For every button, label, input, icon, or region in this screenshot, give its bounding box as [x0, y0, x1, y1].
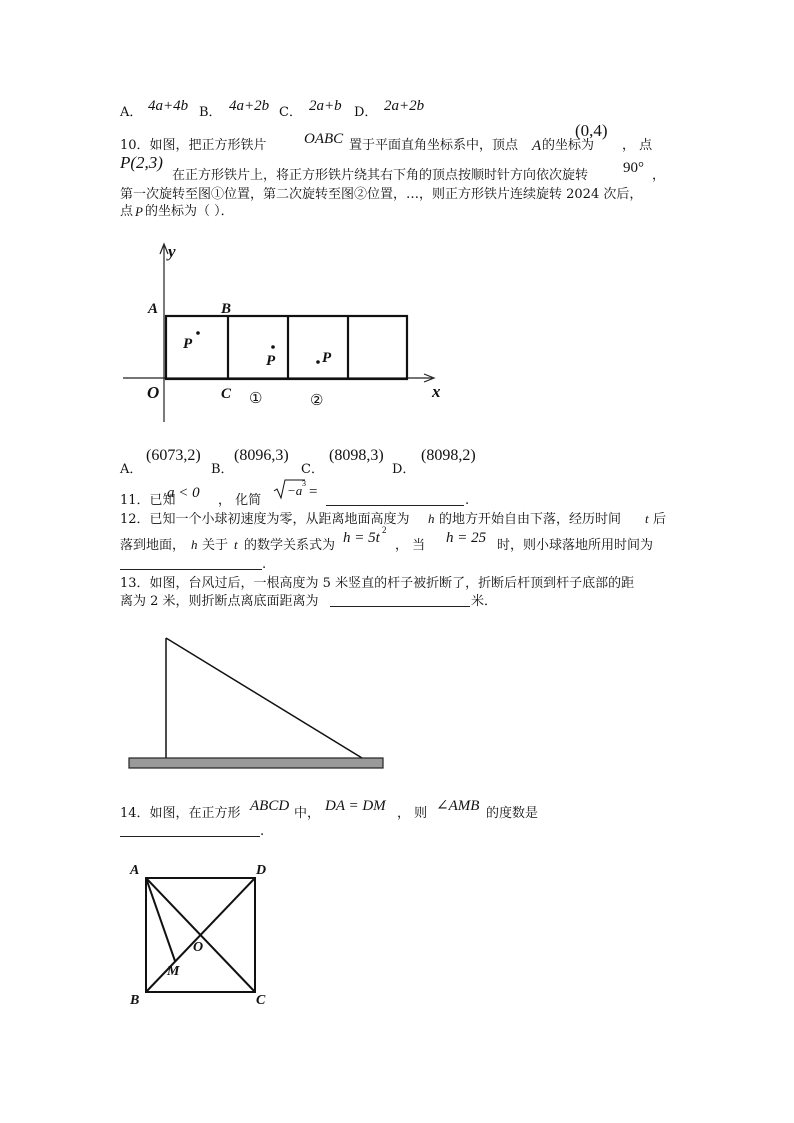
q10-text-4a: 点 [120, 204, 134, 219]
q11-end: . [465, 493, 470, 508]
label-m: M [167, 964, 180, 979]
q10-text-4b: 的坐标为（ ）． [145, 204, 234, 219]
label-o: O [193, 940, 204, 955]
q9-option-a-letter: A． [120, 105, 143, 120]
q14-shape: ABCD [250, 798, 290, 814]
q11-exponent: 3 [302, 479, 306, 488]
q12-text-2a: 落到地面， [120, 538, 186, 553]
label-p-3: P [322, 350, 332, 366]
q10-option-d-value: (8098,2) [421, 447, 476, 464]
label-b: B [130, 993, 140, 1008]
q10-text-2b: ， [652, 168, 666, 183]
q12-text-2e: 时，则小球落地所用时间为 [497, 538, 654, 553]
q12-text-1b: 的地方开始自由下落，经历时间 [439, 512, 622, 527]
q12-end: . [262, 557, 267, 572]
q12-condition: h = 25 [446, 530, 487, 546]
q10-text-1b: 置于平面直角坐标系中，顶点 [349, 138, 519, 153]
label-b: B [221, 301, 232, 317]
label-x: x [432, 382, 441, 401]
label-a: A [148, 301, 159, 317]
q10-option-b-value: (8096,3) [234, 447, 289, 464]
q12-text-2b: 关于 [202, 538, 229, 553]
q10-option-a-letter: A． [120, 462, 143, 477]
q10-option-a-value: (6073,2) [146, 447, 201, 464]
q10-text-1c: 的坐标为 [542, 138, 595, 153]
q13-text-2b: 米． [471, 594, 498, 609]
q10-vertex: A [532, 138, 542, 154]
q14-text-d: 的度数是 [486, 806, 539, 821]
q10-option-c-value: (8098,3) [329, 447, 384, 464]
q10-text-3: 第一次旋转至图①位置，第二次旋转至图②位置，…，则正方形铁片连续旋转 2024 次后， [120, 187, 643, 202]
q13-text-2a: 离为 2 米，则折断点离底面距离为 [120, 594, 319, 609]
label-c: C [221, 386, 232, 402]
q12-formula: h = 5t [343, 530, 380, 546]
q12-t2: t [234, 537, 238, 552]
q10-text-1d: ， 点 [622, 138, 653, 153]
q9-option-c-value: 2a+b [309, 98, 342, 114]
marker-position-2: ② [310, 393, 324, 409]
q14-end: . [260, 824, 265, 839]
label-d: D [256, 863, 267, 878]
square-abcd [146, 878, 255, 992]
q10-option-c-letter: C． [301, 462, 324, 477]
q12-text-2c: 的数学关系式为 [244, 538, 336, 553]
q10-shape: OABC [304, 131, 344, 147]
q11-mid: ， 化简 [218, 493, 262, 508]
q14-condition: DA = DM [325, 798, 386, 814]
q9-option-b-value: 4a+2b [229, 98, 270, 114]
q9-option-d-value: 2a+2b [384, 98, 425, 114]
q13-text-1: 13．如图，台风过后，一根高度为 5 米竖直的杆子被折断了，折断后杆顶到杆子底部的距 [120, 576, 635, 591]
q11-equals: = [309, 484, 318, 500]
q10-a-coord: (0,4) [575, 121, 608, 140]
q10-text-1a: 10．如图，把正方形铁片 [120, 138, 267, 153]
q11-radicand: −a [287, 483, 303, 498]
q12-text-1c: 后 [653, 512, 667, 527]
marker-position-1: ① [249, 391, 263, 407]
q11-prefix: 11．已知 [120, 493, 176, 508]
q14-text-a: 14．如图，在正方形 [120, 806, 241, 821]
label-p-2: P [266, 353, 276, 369]
q12-t: t [645, 511, 649, 526]
q10-angle: 90° [623, 160, 644, 176]
q12-formula-exp: 2 [382, 525, 387, 535]
q11-condition: a < 0 [167, 485, 200, 501]
q9-option-c-letter: C． [279, 105, 302, 120]
label-o: O [147, 383, 160, 402]
q14-labels [129, 863, 266, 1008]
q14-angle: ∠AMB [436, 798, 480, 814]
q10-option-b-letter: B． [211, 462, 234, 477]
q14-text-b: 中， [294, 806, 321, 821]
q9-option-a-value: 4a+4b [148, 98, 189, 114]
q9-option-d-letter: D． [354, 105, 378, 120]
q9-option-b-letter: B． [199, 105, 222, 120]
q10-option-d-letter: D． [392, 462, 416, 477]
label-y: y [168, 242, 176, 261]
label-a: A [130, 863, 140, 878]
q12-text-2d: ， 当 [395, 538, 426, 553]
segment-am [146, 878, 175, 961]
label-c: C [256, 993, 266, 1008]
q12-h2: h [191, 537, 198, 552]
q10-text-4p: P [135, 204, 143, 219]
label-p-1: P [183, 336, 193, 352]
q12-h: h [428, 511, 435, 526]
q12-text-1a: 12．已知一个小球初速度为零，从距离地面高度为 [120, 512, 410, 527]
q14-text-c: ， 则 [397, 806, 428, 821]
q10-p-coord: P(2,3) [120, 153, 163, 172]
q10-text-2a: 在正方形铁片上，将正方形铁片绕其右下角的顶点按顺时针方向依次旋转 [172, 168, 589, 183]
